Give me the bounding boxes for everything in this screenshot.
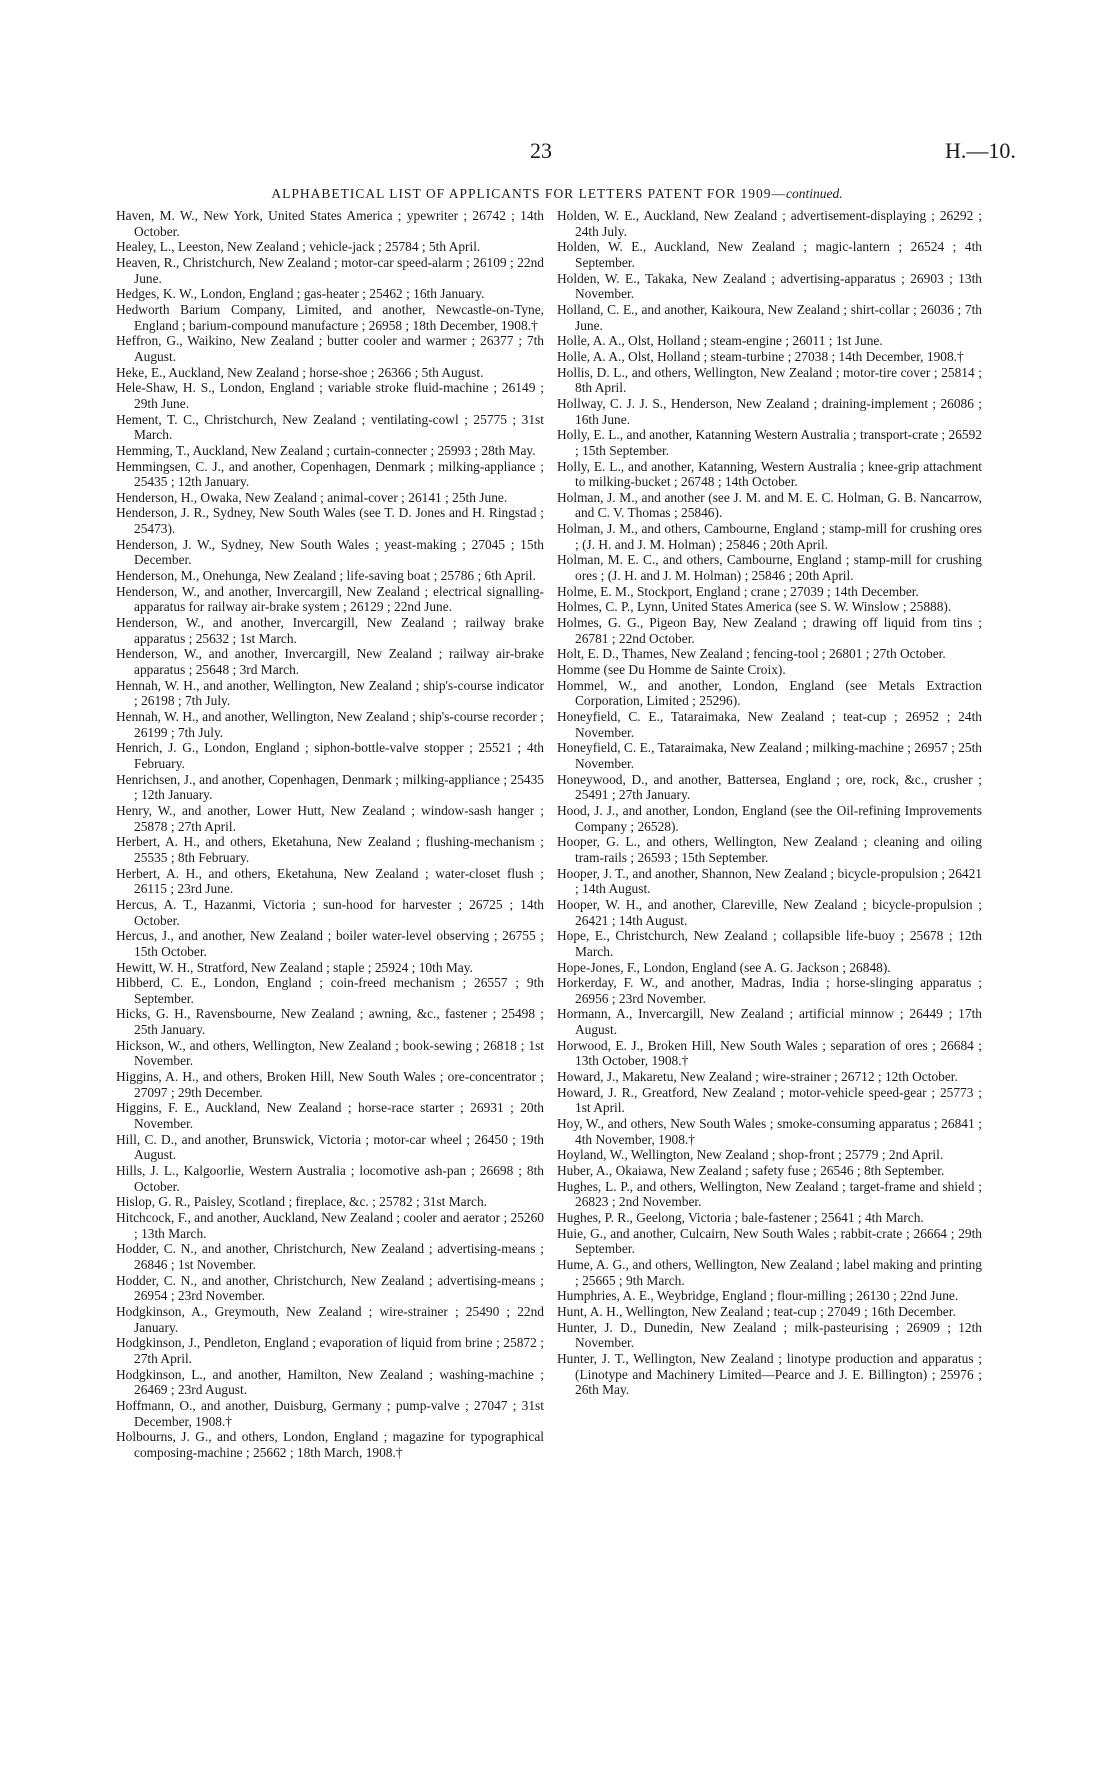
list-entry: Henderson, W., and another, Invercargill, New Zealand ; railway brake apparatus ; 25632 ; 1st March.: [116, 615, 544, 646]
list-entry: Howard, J. R., Greatford, New Zealand ; motor-vehicle speed-gear ; 25773 ; 1st April.: [557, 1084, 982, 1116]
list-entry: Hicks, G. H., Ravensbourne, New Zealand ; awning, &c., fastener ; 25498 ; 25th January.: [116, 1006, 544, 1038]
list-entry: Horwood, E. J., Broken Hill, New South Wales ; separation of ores ; 26684 ; 13th October, 1908.†: [557, 1037, 982, 1069]
list-entry: Hemming, T., Auckland, New Zealand ; curtain-connecter ; 25993 ; 28th May.: [116, 442, 536, 458]
list-entry: Healey, L., Leeston, New Zealand ; vehicle-jack ; 25784 ; 5th April.: [116, 239, 481, 255]
list-entry: Hoy, W., and others, New South Wales ; smoke-consuming apparatus ; 26841 ; 4th November, 1908.†: [557, 1116, 982, 1147]
list-entry: Hodder, C. N., and another, Christchurch, New Zealand ; advertising-means ; 26846 ; 1st November.: [116, 1241, 544, 1272]
list-entry: Hickson, W., and others, Wellington, New Zealand ; book-sewing ; 26818 ; 1st November.: [116, 1037, 544, 1069]
list-entry: Hollis, D. L., and others, Wellington, New Zealand ; motor-tire cover ; 25814 ; 8th April.: [557, 364, 982, 396]
list-entry: Holman, J. M., and another (see J. M. and M. E. C. Holman, G. B. Nancarrow, and C. V. Thomas ; 25846).: [557, 489, 982, 521]
list-entry: Herbert, A. H., and others, Eketahuna, New Zealand ; water-closet flush ; 26115 ; 23rd June.: [116, 865, 544, 897]
list-entry: Hibberd, C. E., London, England ; coin-freed mechanism ; 26557 ; 9th September.: [116, 975, 544, 1006]
list-entry: Hormann, A., Invercargill, New Zealand ; artificial minnow ; 26449 ; 17th August.: [557, 1006, 982, 1038]
list-entry: Huie, G., and another, Culcairn, New South Wales ; rabbit-crate ; 26664 ; 29th September.: [557, 1225, 982, 1257]
list-entry: Holden, W. E., Auckland, New Zealand ; magic-lantern ; 26524 ; 4th September.: [557, 239, 982, 270]
list-entry: Higgins, A. H., and others, Broken Hill, New South Wales ; ore-concentrator ; 27097 ; 29th December.: [116, 1069, 544, 1100]
list-entry: Hennah, W. H., and another, Wellington, New Zealand ; ship's-course indicator ; 26198 ; 7th July.: [116, 677, 544, 709]
list-entry: Hughes, L. P., and others, Wellington, New Zealand ; target-frame and shield ; 26823 ; 2nd November.: [557, 1178, 982, 1210]
list-entry: Hennah, W. H., and another, Wellington, New Zealand ; ship's-course recorder ; 26199 ; 7th July.: [116, 709, 544, 740]
list-entry: Hemmingsen, C. J., and another, Copenhagen, Denmark ; milking-appliance ; 25435 ; 12th January.: [116, 458, 544, 490]
list-entry: Hommel, W., and another, London, England (see Metals Extraction Corporation, Limited ; 25296).: [557, 677, 982, 709]
list-entry: Holmes, G. G., Pigeon Bay, New Zealand ; drawing off liquid from tins ; 26781 ; 22nd October.: [557, 615, 982, 646]
list-entry: Higgins, F. E., Auckland, New Zealand ; horse-race starter ; 26931 ; 20th November.: [116, 1100, 544, 1132]
list-entry: Hele-Shaw, H. S., London, England ; variable stroke fluid-machine ; 26149 ; 29th June.: [116, 380, 544, 411]
list-entry: Henderson, M., Onehunga, New Zealand ; life-saving boat ; 25786 ; 6th April.: [116, 568, 536, 584]
list-entry: Hodder, C. N., and another, Christchurch, New Zealand ; advertising-means ; 26954 ; 23rd November.: [116, 1272, 544, 1304]
list-entry: Hercus, A. T., Hazanmi, Victoria ; sun-hood for harvester ; 26725 ; 14th October.: [116, 896, 544, 928]
list-entry: Hodgkinson, A., Greymouth, New Zealand ; wire-strainer ; 25490 ; 22nd January.: [116, 1303, 544, 1335]
list-entry: Hope, E., Christchurch, New Zealand ; collapsible life-buoy ; 25678 ; 12th March.: [557, 928, 982, 959]
list-entry: Holden, W. E., Takaka, New Zealand ; advertising-apparatus ; 26903 ; 13th November.: [557, 270, 982, 302]
list-entry: Henderson, H., Owaka, New Zealand ; animal-cover ; 26141 ; 25th June.: [116, 489, 508, 505]
list-entry: Hood, J. J., and another, London, England (see the Oil-refining Improvements Company ; 26528).: [557, 802, 982, 834]
list-entry: Holle, A. A., Olst, Holland ; steam-turbine ; 27038 ; 14th December, 1908.†: [557, 348, 964, 364]
list-entry: Hooper, G. L., and others, Wellington, New Zealand ; cleaning and oiling tram-rails ; 26593 ; 15th September.: [557, 834, 982, 865]
list-entry: Hedges, K. W., London, England ; gas-heater ; 25462 ; 16th January.: [116, 286, 485, 302]
list-entry: Henry, W., and another, Lower Hutt, New Zealand ; window-sash hanger ; 25878 ; 27th April.: [116, 802, 544, 834]
list-entry: Holbourns, J. G., and others, London, England ; magazine for typographical composing-machine ; 25662 ; 18th March, 1908.†: [116, 1429, 544, 1460]
list-heading-title: ALPHABETICAL LIST OF APPLICANTS FOR LETTERS PATENT FOR 1909—: [271, 186, 786, 201]
list-entry: Holly, E. L., and another, Katanning, Western Australia ; knee-grip attachment to milking-bucket ; 26748 ; 14th October.: [557, 458, 982, 490]
list-heading-continued: continued.: [785, 186, 843, 201]
list-entry: Heffron, G., Waikino, New Zealand ; butter cooler and warmer ; 26377 ; 7th August.: [116, 333, 544, 364]
list-entry: Holland, C. E., and another, Kaikoura, New Zealand ; shirt-collar ; 26036 ; 7th June.: [557, 301, 982, 333]
list-entry: Hills, J. L., Kalgoorlie, Western Australia ; locomotive ash-pan ; 26698 ; 8th October.: [116, 1163, 544, 1194]
list-entry: Hewitt, W. H., Stratford, New Zealand ; staple ; 25924 ; 10th May.: [116, 959, 473, 975]
list-entry: Hill, C. D., and another, Brunswick, Victoria ; motor-car wheel ; 26450 ; 19th August.: [116, 1131, 544, 1163]
right-column: [557, 208, 982, 1398]
list-entry: Horkerday, F. W., and another, Madras, India ; horse-slinging apparatus ; 26956 ; 23rd November.: [557, 975, 982, 1006]
page-number: 23: [530, 138, 552, 163]
list-entry: Holmes, C. P., Lynn, United States America (see S. W. Winslow ; 25888).: [557, 599, 952, 615]
list-entry: Hodgkinson, L., and another, Hamilton, New Zealand ; washing-machine ; 26469 ; 23rd August.: [116, 1366, 544, 1398]
list-entry: Hercus, J., and another, New Zealand ; boiler water-level observing ; 26755 ; 15th October.: [116, 928, 544, 959]
list-entry: Humphries, A. E., Weybridge, England ; flour-milling ; 26130 ; 22nd June.: [557, 1288, 959, 1304]
list-entry: Hement, T. C., Christchurch, New Zealand ; ventilating-cowl ; 25775 ; 31st March.: [116, 411, 544, 443]
list-entry: Hooper, W. H., and another, Clareville, New Zealand ; bicycle-propulsion ; 26421 ; 14th August.: [557, 896, 982, 928]
list-entry: Henderson, W., and another, Invercargill, New Zealand ; electrical signalling-apparatus for railway air-brake system ; 26129 ; 22nd June.: [116, 583, 544, 615]
list-entry: Henrichsen, J., and another, Copenhagen, Denmark ; milking-appliance ; 25435 ; 12th January.: [116, 771, 544, 803]
list-heading: [0, 186, 1114, 202]
list-entry: Hodgkinson, J., Pendleton, England ; evaporation of liquid from brine ; 25872 ; 27th April.: [116, 1335, 544, 1366]
list-entry: Homme (see Du Homme de Sainte Croix).: [557, 662, 786, 678]
list-entry: Holly, E. L., and another, Katanning Western Australia ; transport-crate ; 26592 ; 15th September.: [557, 427, 982, 458]
list-entry: Hunter, J. D., Dunedin, New Zealand ; milk-pasteurising ; 26909 ; 12th November.: [557, 1319, 982, 1351]
list-entry: Howard, J., Makaretu, New Zealand ; wire-strainer ; 26712 ; 12th October.: [557, 1069, 958, 1085]
list-entry: Honeyfield, C. E., Tataraimaka, New Zealand ; teat-cup ; 26952 ; 24th November.: [557, 709, 982, 740]
list-entry: Haven, M. W., New York, United States America ; ypewriter ; 26742 ; 14th October.: [116, 208, 544, 239]
list-entry: Holden, W. E., Auckland, New Zealand ; advertisement-displaying ; 26292 ; 24th July.: [557, 208, 982, 239]
list-entry: Henrich, J. G., London, England ; siphon-bottle-valve stopper ; 25521 ; 4th February.: [116, 740, 544, 771]
list-entry: Hollway, C. J. J. S., Henderson, New Zealand ; draining-implement ; 26086 ; 16th June.: [557, 395, 982, 427]
list-entry: Honeywood, D., and another, Battersea, England ; ore, rock, &c., crusher ; 25491 ; 27th January.: [557, 771, 982, 803]
list-entry: Henderson, W., and another, Invercargill, New Zealand ; railway air-brake apparatus ; 25648 ; 3rd March.: [116, 646, 544, 678]
list-entry: Holman, J. M., and others, Cambourne, England ; stamp-mill for crushing ores ; (J. H. and J. M. Holman) ; 25846 ; 20th April.: [557, 521, 982, 552]
list-entry: Hughes, P. R., Geelong, Victoria ; bale-fastener ; 25641 ; 4th March.: [557, 1210, 924, 1225]
list-entry: Hooper, J. T., and another, Shannon, New Zealand ; bicycle-propulsion ; 26421 ; 14th August.: [557, 865, 982, 897]
list-entry: Hitchcock, F., and another, Auckland, New Zealand ; cooler and aerator ; 25260 ; 13th March.: [116, 1210, 544, 1241]
list-entry: Honeyfield, C. E., Tataraimaka, New Zealand ; milking-machine ; 26957 ; 25th November.: [557, 740, 982, 771]
list-entry: Holme, E. M., Stockport, England ; crane ; 27039 ; 14th December.: [557, 583, 919, 599]
list-entry: Hedworth Barium Company, Limited, and another, Newcastle-on-Tyne, England ; barium-compound manufacture ; 26958 ; 18th December, 1908.†: [116, 301, 544, 333]
list-entry: Hope-Jones, F., London, England (see A. G. Jackson ; 26848).: [557, 959, 891, 975]
list-entry: Holle, A. A., Olst, Holland ; steam-engine ; 26011 ; 1st June.: [557, 333, 883, 349]
list-entry: Holt, E. D., Thames, New Zealand ; fencing-tool ; 26801 ; 27th October.: [557, 646, 946, 662]
list-entry: Hume, A. G., and others, Wellington, New Zealand ; label making and printing ; 25665 ; 9th March.: [557, 1256, 982, 1288]
document-reference: H.—10.: [945, 138, 1016, 163]
left-column: [116, 208, 544, 1461]
list-entry: Hunter, J. T., Wellington, New Zealand ; linotype production and apparatus ; (Linotype and Machinery Limited—Pearce and J. E. Billington) ; 25976 ; 26th May.: [557, 1350, 982, 1398]
list-entry: Hoffmann, O., and another, Duisburg, Germany ; pump-valve ; 27047 ; 31st December, 1908.†: [116, 1397, 544, 1429]
list-entry: Holman, M. E. C., and others, Cambourne, England ; stamp-mill for crushing ores ; (J. H. and J. M. Holman) ; 25846 ; 20th April.: [557, 552, 982, 584]
list-entry: Henderson, J. W., Sydney, New South Wales ; yeast-making ; 27045 ; 15th December.: [116, 536, 544, 568]
list-entry: Henderson, J. R., Sydney, New South Wales (see T. D. Jones and H. Ringstad ; 25473).: [116, 505, 544, 537]
list-entry: Hislop, G. R., Paisley, Scotland ; fireplace, &c. ; 25782 ; 31st March.: [116, 1194, 488, 1210]
list-entry: Heaven, R., Christchurch, New Zealand ; motor-car speed-alarm ; 26109 ; 22nd June.: [116, 254, 544, 286]
list-entry: Heke, E., Auckland, New Zealand ; horse-shoe ; 26366 ; 5th August.: [116, 364, 484, 380]
list-entry: Huber, A., Okaiawa, New Zealand ; safety fuse ; 26546 ; 8th September.: [557, 1163, 945, 1179]
list-entry: Hoyland, W., Wellington, New Zealand ; shop-front ; 25779 ; 2nd April.: [557, 1147, 944, 1163]
list-entry: Herbert, A. H., and others, Eketahuna, New Zealand ; flushing-mechanism ; 25535 ; 8th February.: [116, 834, 544, 865]
list-entry: Hunt, A. H., Wellington, New Zealand ; teat-cup ; 27049 ; 16th December.: [557, 1303, 956, 1319]
